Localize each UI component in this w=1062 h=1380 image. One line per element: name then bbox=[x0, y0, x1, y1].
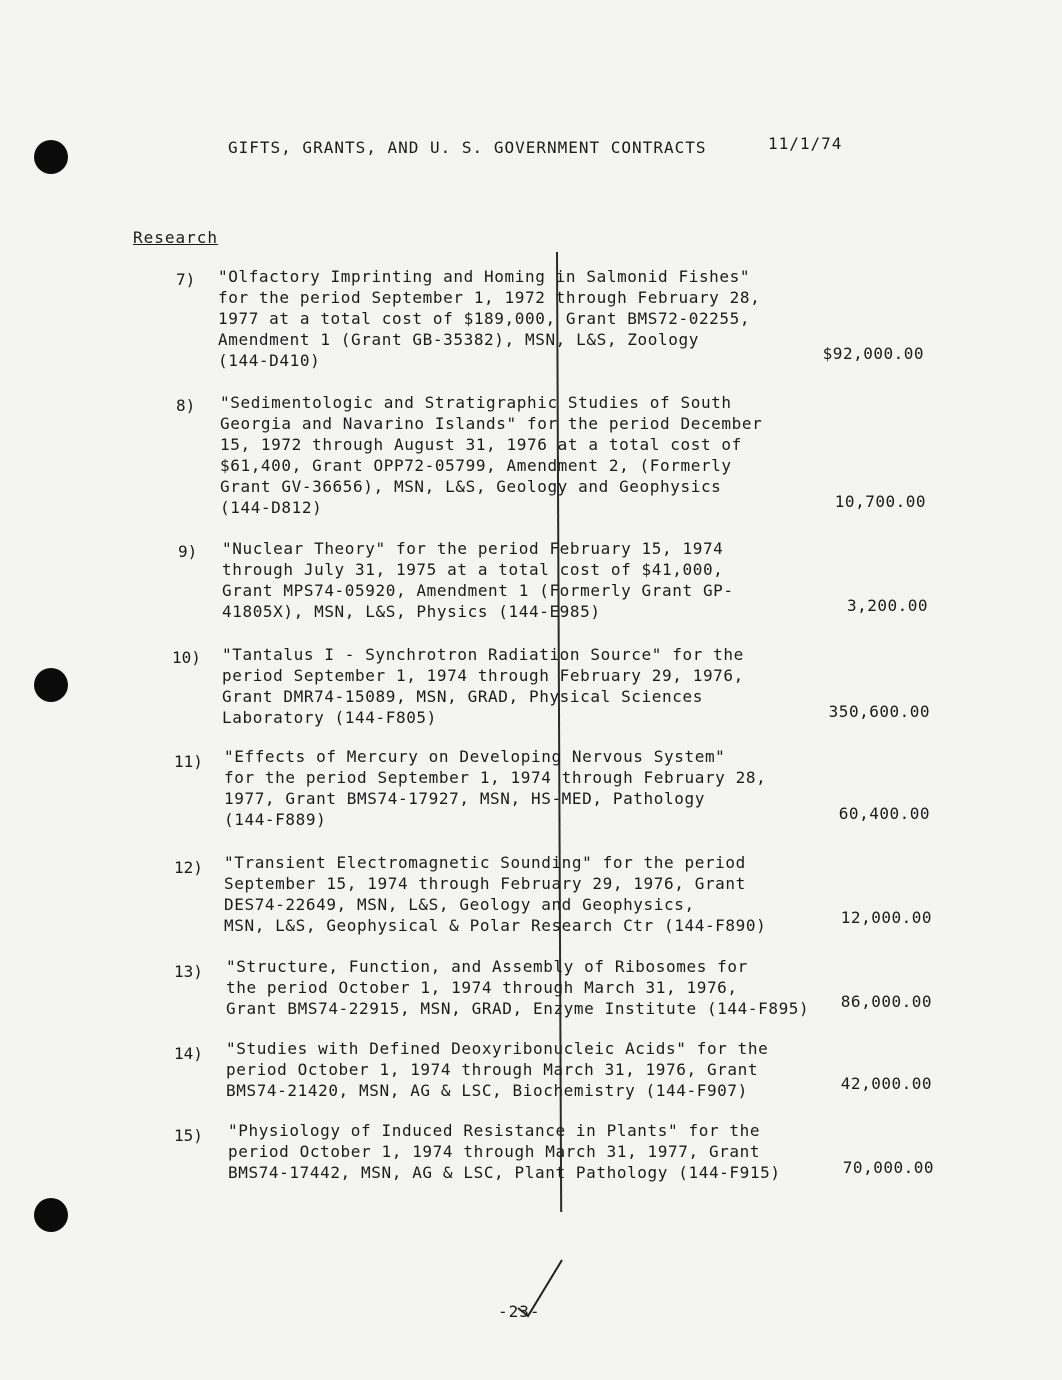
entry-line: $61,400, Grant OPP72-05799, Amendment 2, (Formerly bbox=[220, 456, 732, 475]
entry-line: BMS74-17442, MSN, AG & LSC, Plant Pathology (144-F915) bbox=[228, 1163, 781, 1182]
entry-description bbox=[228, 1120, 781, 1183]
entry-line: period October 1, 1974 through March 31, 1977, Grant bbox=[228, 1142, 761, 1161]
entry-number: 15) bbox=[174, 1126, 203, 1145]
entry-line: "Olfactory Imprinting and Homing in Salmonid Fishes" bbox=[218, 267, 751, 286]
entry-line: through July 31, 1975 at a total cost of $41,000, bbox=[222, 560, 724, 579]
entry-line: "Structure, Function, and Assembly of Ribosomes for bbox=[226, 957, 748, 976]
entry-line: Georgia and Navarino Islands" for the period December bbox=[220, 414, 763, 433]
entry-description bbox=[222, 644, 744, 728]
entry-amount: $92,000.00 bbox=[822, 344, 924, 363]
entry-line: "Tantalus I - Synchrotron Radiation Source" for the bbox=[222, 645, 744, 664]
entry-line: Grant DMR74-15089, MSN, GRAD, Physical Sciences bbox=[222, 687, 703, 706]
entry-line: (144-D410) bbox=[218, 351, 321, 370]
entry-amount: 42,000.00 bbox=[840, 1074, 932, 1093]
entry-line: Grant MPS74-05920, Amendment 1 (Formerly Grant GP- bbox=[222, 581, 734, 600]
entry-line: Amendment 1 (Grant GB-35382), MSN, L&S, Zoology bbox=[218, 330, 699, 349]
entry-line: "Physiology of Induced Resistance in Plants" for the bbox=[228, 1121, 761, 1140]
page-number: -23- bbox=[498, 1302, 541, 1321]
entry-line: Grant GV-36656), MSN, L&S, Geology and Geophysics bbox=[220, 477, 722, 496]
entry-amount: 70,000.00 bbox=[842, 1158, 934, 1177]
entry-line: DES74-22649, MSN, L&S, Geology and Geophysics, bbox=[224, 895, 695, 914]
entry-description bbox=[224, 746, 766, 830]
entry-description bbox=[218, 266, 760, 371]
punch-hole bbox=[34, 1198, 68, 1232]
entry-line: "Studies with Defined Deoxyribonucleic Acids" for the bbox=[226, 1039, 769, 1058]
entry-number: 12) bbox=[174, 858, 203, 877]
document-date: 11/1/74 bbox=[768, 134, 843, 153]
entry-line: MSN, L&S, Geophysical & Polar Research Ctr (144-F890) bbox=[224, 916, 767, 935]
entry-number: 8) bbox=[176, 396, 196, 415]
entry-description bbox=[224, 852, 766, 936]
entry-number: 13) bbox=[174, 962, 203, 981]
entry-line: "Effects of Mercury on Developing Nervous System" bbox=[224, 747, 726, 766]
entry-line: 1977, Grant BMS74-17927, MSN, HS-MED, Pathology bbox=[224, 789, 705, 808]
entry-line: 15, 1972 through August 31, 1976 at a total cost of bbox=[220, 435, 742, 454]
entry-line: "Sedimentologic and Stratigraphic Studies of South bbox=[220, 393, 732, 412]
entry-line: "Nuclear Theory" for the period February 15, 1974 bbox=[222, 539, 724, 558]
punch-hole bbox=[34, 668, 68, 702]
entry-line: Grant BMS74-22915, MSN, GRAD, Enzyme Institute (144-F895) bbox=[226, 999, 810, 1018]
document-title: GIFTS, GRANTS, AND U. S. GOVERNMENT CONTRACTS bbox=[228, 138, 707, 157]
entry-number: 7) bbox=[176, 270, 196, 289]
entry-description bbox=[226, 956, 809, 1019]
entry-line: BMS74-21420, MSN, AG & LSC, Biochemistry (144-F907) bbox=[226, 1081, 748, 1100]
entry-amount: 12,000.00 bbox=[840, 908, 932, 927]
section-heading: Research bbox=[133, 228, 219, 247]
entry-line: September 15, 1974 through February 29, 1976, Grant bbox=[224, 874, 746, 893]
entry-amount: 3,200.00 bbox=[846, 596, 928, 615]
entry-line: period September 1, 1974 through February 29, 1976, bbox=[222, 666, 744, 685]
entry-line: for the period September 1, 1972 through February 28, bbox=[218, 288, 761, 307]
entry-line: 1977 at a total cost of $189,000, Grant BMS72-02255, bbox=[218, 309, 751, 328]
entry-line: for the period September 1, 1974 through February 28, bbox=[224, 768, 767, 787]
entry-amount: 10,700.00 bbox=[834, 492, 926, 511]
entry-description bbox=[222, 538, 734, 622]
entry-line: "Transient Electromagnetic Sounding" for the period bbox=[224, 853, 746, 872]
entry-line: Laboratory (144-F805) bbox=[222, 708, 437, 727]
entry-line: period October 1, 1974 through March 31, 1976, Grant bbox=[226, 1060, 759, 1079]
entry-line: (144-D812) bbox=[220, 498, 323, 517]
entry-line: (144-F889) bbox=[224, 810, 327, 829]
entry-amount: 86,000.00 bbox=[840, 992, 932, 1011]
entry-line: the period October 1, 1974 through March 31, 1976, bbox=[226, 978, 738, 997]
entry-amount: 60,400.00 bbox=[838, 804, 930, 823]
entry-number: 9) bbox=[178, 542, 198, 561]
entry-number: 10) bbox=[172, 648, 201, 667]
entry-description bbox=[226, 1038, 768, 1101]
entry-description bbox=[220, 392, 762, 518]
punch-hole bbox=[34, 140, 68, 174]
entry-number: 14) bbox=[174, 1044, 203, 1063]
entry-amount: 350,600.00 bbox=[828, 702, 930, 721]
entry-number: 11) bbox=[174, 752, 203, 771]
entry-line: 41805X), MSN, L&S, Physics (144-E985) bbox=[222, 602, 601, 621]
